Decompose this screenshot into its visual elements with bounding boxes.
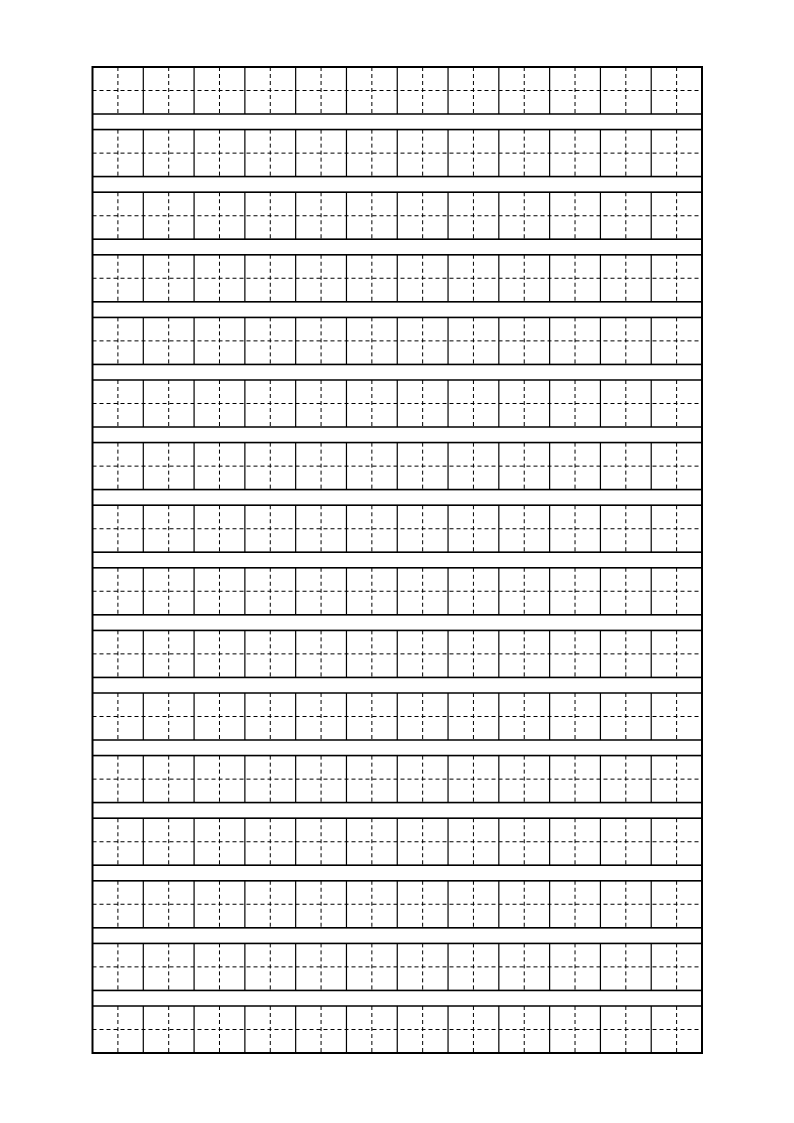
writing-row [93, 130, 703, 177]
writing-row [93, 255, 703, 302]
writing-row [93, 818, 703, 865]
writing-row [93, 443, 703, 490]
writing-row [93, 943, 703, 990]
writing-row [93, 192, 703, 239]
writing-row [93, 505, 703, 552]
writing-row [93, 630, 703, 677]
writing-row [93, 881, 703, 928]
writing-row [93, 568, 703, 615]
writing-row [93, 317, 703, 364]
writing-row [93, 693, 703, 740]
writing-row [93, 756, 703, 803]
writing-row [93, 67, 703, 114]
writing-row [93, 380, 703, 427]
writing-row [93, 1006, 703, 1053]
